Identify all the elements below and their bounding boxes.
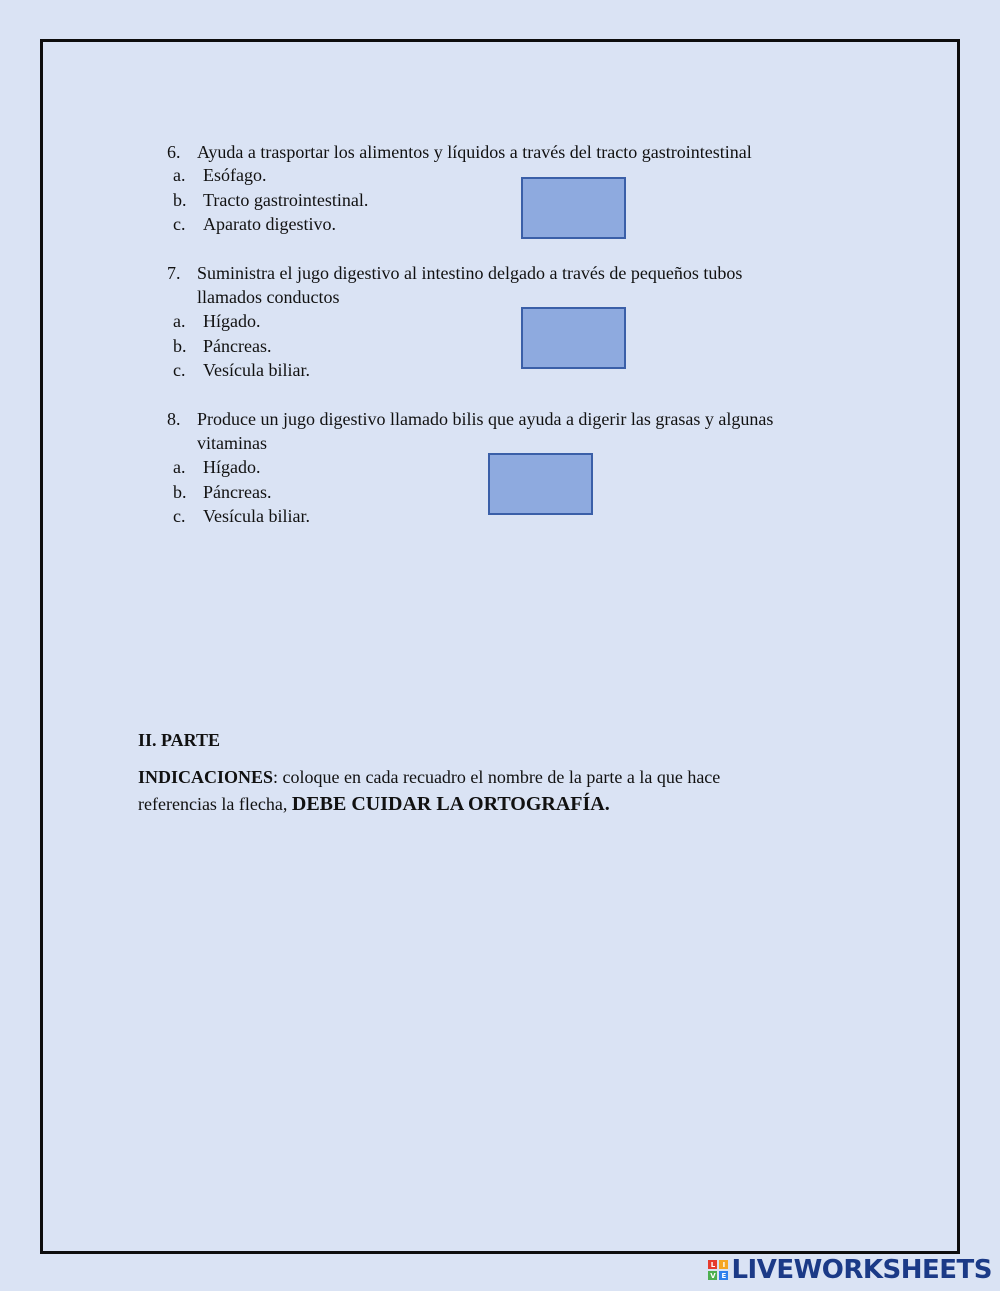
logo-icon bbox=[708, 1260, 728, 1280]
option-letter: b. bbox=[173, 190, 187, 210]
option-8a bbox=[173, 455, 261, 479]
option-text: Vesícula biliar. bbox=[203, 360, 310, 380]
instructions-text-2: referencias la flecha, bbox=[138, 794, 292, 814]
section-heading: II. PARTE bbox=[138, 730, 221, 750]
option-6a bbox=[173, 163, 266, 187]
option-6c bbox=[173, 212, 336, 236]
logo-letter: V bbox=[710, 1271, 716, 1280]
question-number: 7. bbox=[167, 263, 181, 283]
option-7a bbox=[173, 309, 261, 333]
instructions-emphasis: DEBE CUIDAR LA ORTOGRAFÍA. bbox=[291, 793, 610, 815]
instructions-line-2 bbox=[138, 791, 610, 817]
option-text: Hígado. bbox=[203, 457, 261, 477]
question-text: Produce un jugo digestivo llamado bilis que ayuda a digerir las grasas y algunas bbox=[197, 409, 774, 429]
question-number: 8. bbox=[167, 409, 181, 429]
option-letter: c. bbox=[173, 214, 186, 234]
option-letter: c. bbox=[173, 360, 186, 380]
option-letter: a. bbox=[173, 165, 186, 185]
option-7c bbox=[173, 358, 310, 382]
liveworksheets-logo bbox=[708, 1255, 992, 1285]
answer-box-8[interactable] bbox=[488, 453, 593, 515]
question-text: Ayuda a trasportar los alimentos y líquidos a través del tracto gastrointestinal bbox=[197, 142, 752, 162]
option-letter: b. bbox=[173, 482, 187, 502]
answer-box-7[interactable] bbox=[521, 307, 626, 369]
option-text: Páncreas. bbox=[203, 336, 272, 356]
option-text: Tracto gastrointestinal. bbox=[203, 190, 369, 210]
option-7b bbox=[173, 334, 271, 358]
option-6b bbox=[173, 188, 368, 212]
option-text: Esófago. bbox=[203, 165, 267, 185]
question-8 bbox=[167, 407, 773, 431]
logo-letter: I bbox=[719, 1260, 728, 1269]
option-text: Vesícula biliar. bbox=[203, 506, 310, 526]
question-7-continued: llamados conductos bbox=[197, 287, 340, 307]
option-text: Páncreas. bbox=[203, 482, 272, 502]
question-number: 6. bbox=[167, 142, 181, 162]
option-8b bbox=[173, 480, 271, 504]
option-letter: c. bbox=[173, 506, 186, 526]
instructions-label: INDICACIONES bbox=[138, 767, 274, 787]
question-text: Suministra el jugo digestivo al intestino delgado a través de pequeños tubos bbox=[197, 263, 743, 283]
option-letter: b. bbox=[173, 336, 187, 356]
option-text: Aparato digestivo. bbox=[203, 214, 336, 234]
logo-letter: L bbox=[708, 1260, 717, 1269]
option-text: Hígado. bbox=[203, 311, 261, 331]
logo-letter: E bbox=[719, 1271, 728, 1280]
option-8c bbox=[173, 504, 310, 528]
answer-box-6[interactable] bbox=[521, 177, 626, 239]
option-letter: a. bbox=[173, 311, 186, 331]
instructions-line-1 bbox=[138, 764, 720, 790]
option-letter: a. bbox=[173, 457, 186, 477]
question-6 bbox=[167, 140, 752, 164]
question-7 bbox=[167, 261, 742, 285]
instructions-text: : coloque en cada recuadro el nombre de la parte a la que hace bbox=[273, 767, 721, 787]
question-8-continued: vitaminas bbox=[197, 433, 267, 453]
brand-name: LIVEWORKSHEETS bbox=[731, 1255, 992, 1285]
